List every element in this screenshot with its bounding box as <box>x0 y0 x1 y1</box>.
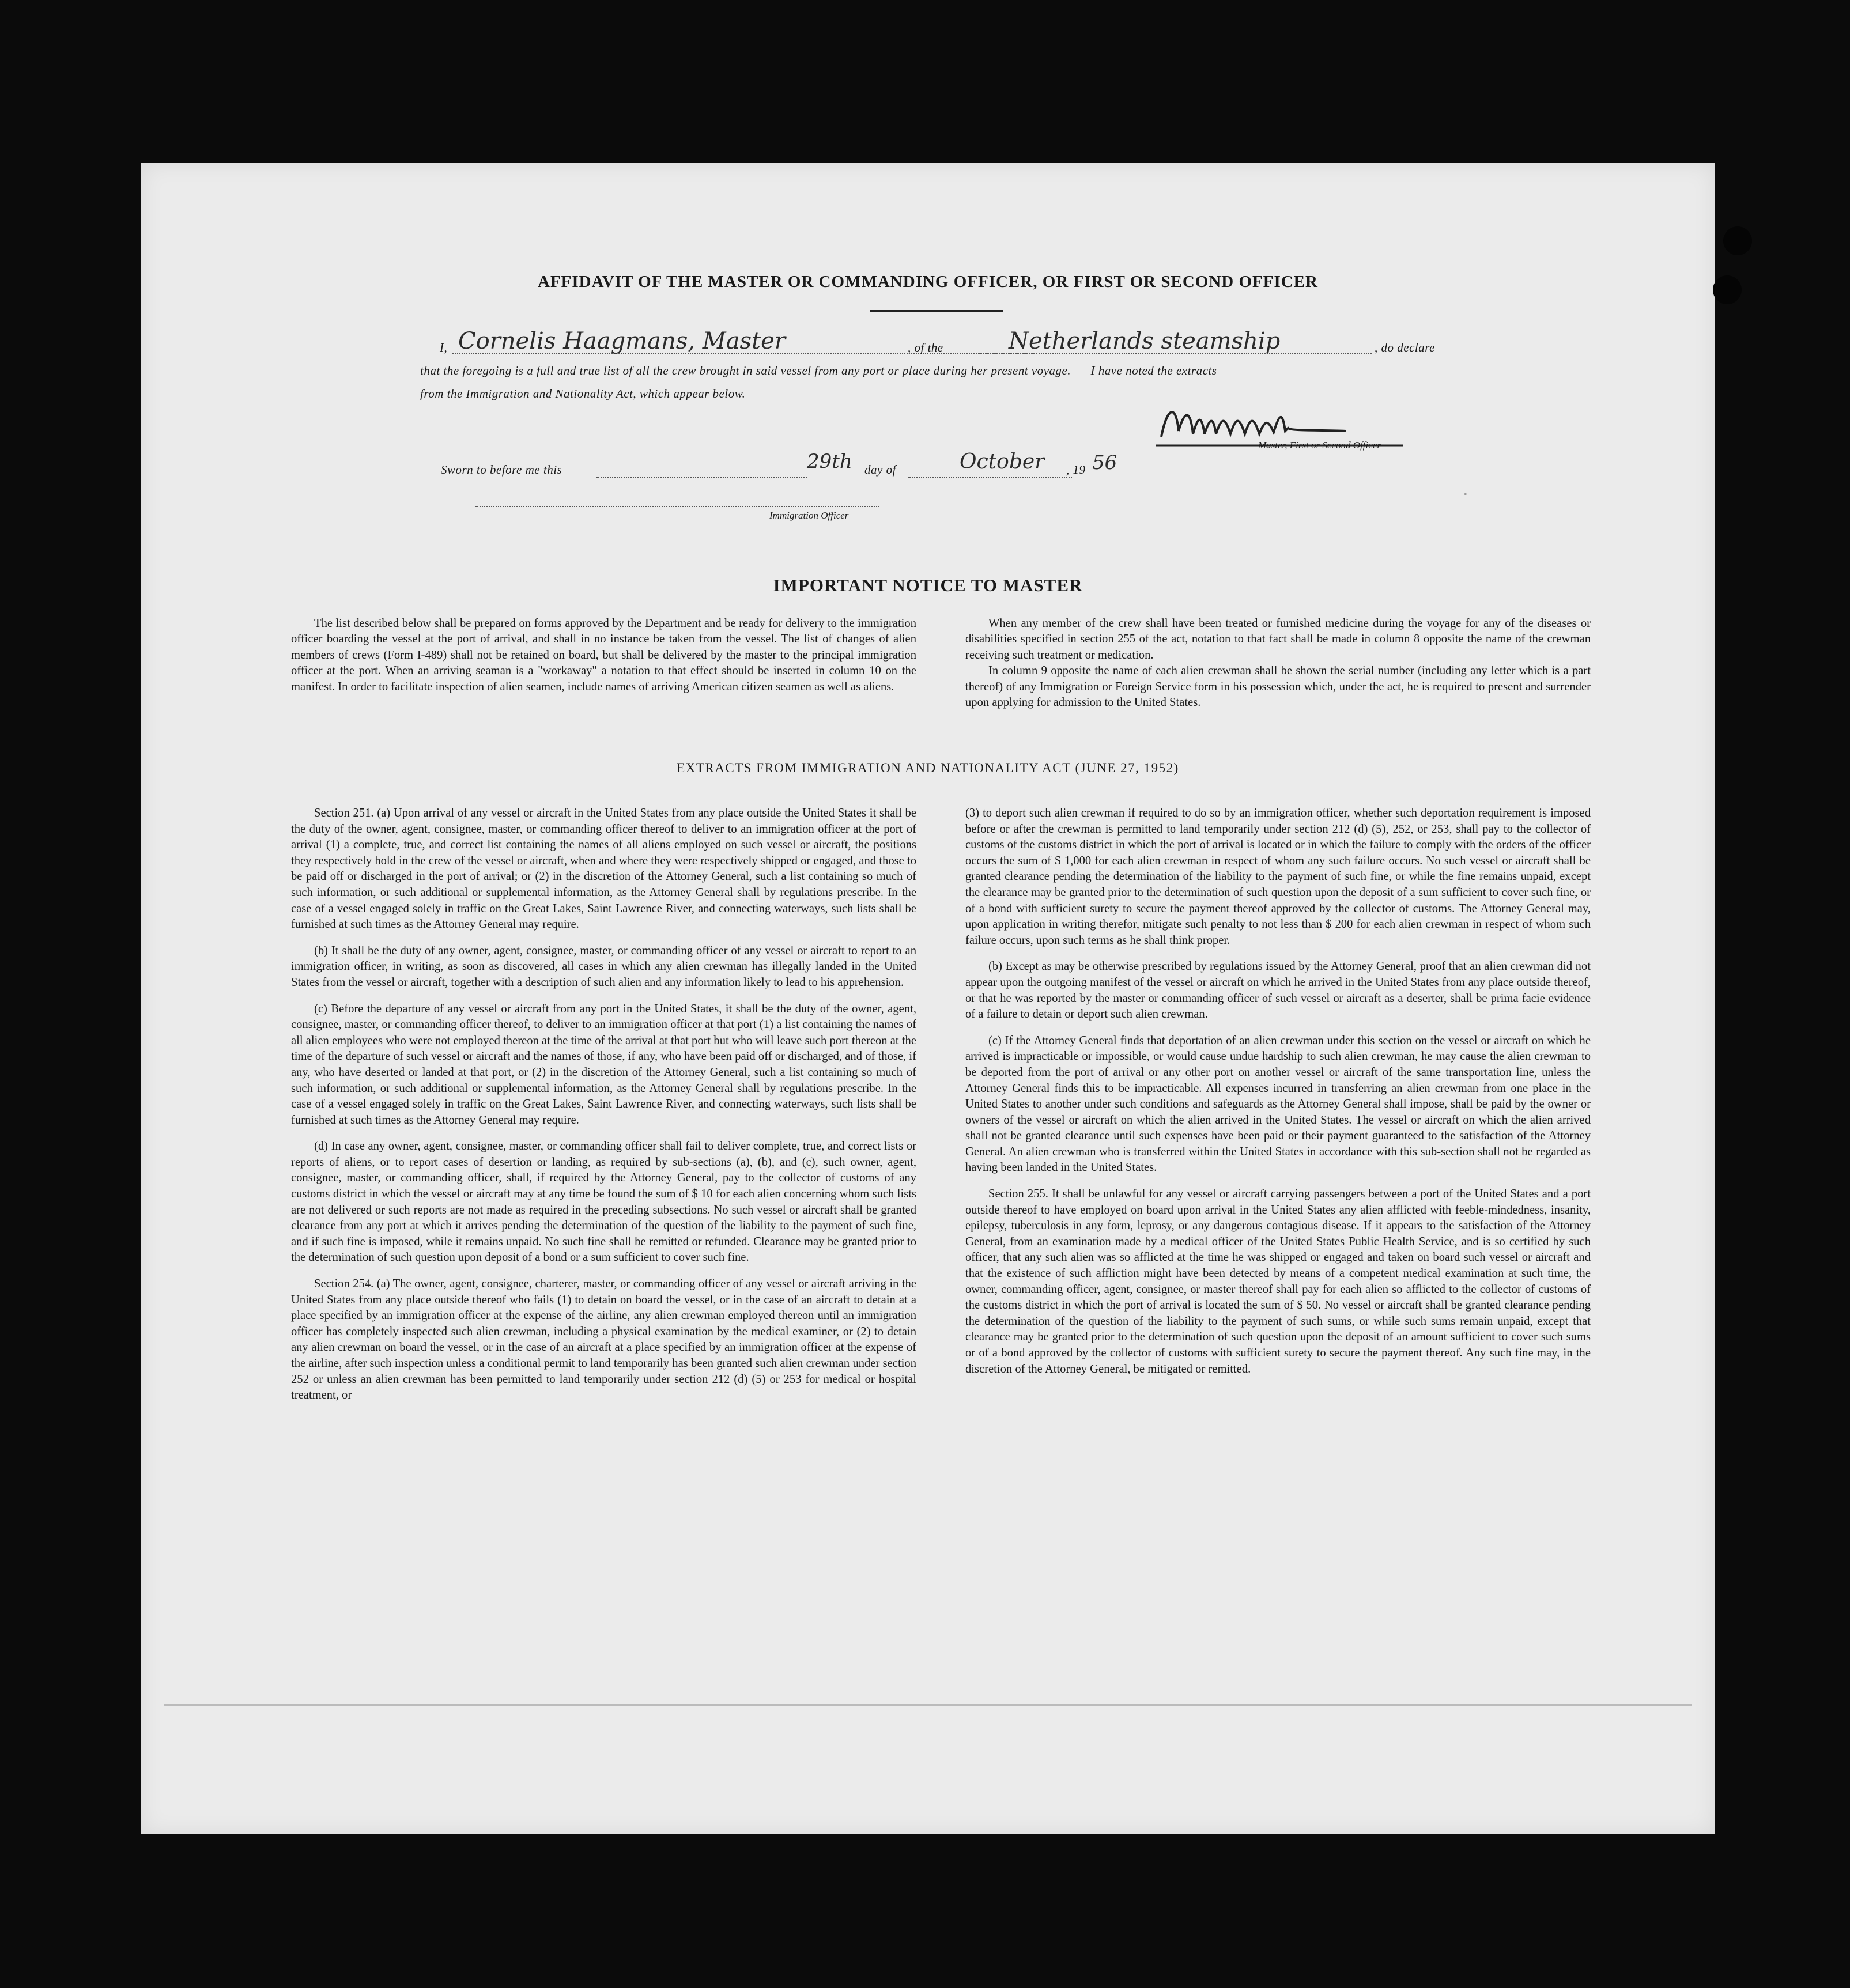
sworn-day-line <box>596 477 807 478</box>
sworn-year-handwritten: 56 <box>1092 451 1117 474</box>
affidavit-line1-suffix: , do declare <box>1375 341 1435 354</box>
section-254b: (b) Except as may be otherwise prescribed by regulations issued by the Attorney General, proof that an alien crewman did not appear upon the outgoing manifest of the vessel or aircraft on which he arrived in the United States from any place outside thereof, or that he was reported by the master or commanding officer of such vessel or aircraft as a deserter, shall be prima facie evidence of a failure to detain or deport such alien crewman. <box>965 960 1591 1021</box>
notice-right-text-2: In column 9 opposite the name of each alien crewman shall be shown the serial number (including any letter which is a part thereof) of any Immigration or Foreign Service form in his possession which, under the act, he is required to present and surrender upon applying for admission to the United States. <box>965 664 1591 709</box>
document-page <box>141 163 1715 1834</box>
section-251a: Section 251. (a) Upon arrival of any vessel or aircraft in the United States from any place outside the United States it shall be the duty of the owner, agent, consignee, master, or commanding officer thereof to deliver to an immigration officer at the port of arrival (1) a complete, true, and correct list containing the names of all aliens employed on such vessel or aircraft, the positions they respectively hold in the crew of the vessel or aircraft, when and where they were respectively shipped or engaged, and those to be paid off or discharged in the port of arrival; or (2) in the discretion of the Attorney General, such a list containing so much of such information, or such additional or supplemental information, as the Attorney General shall by regulations prescribe. In the case of a vessel engaged solely in traffic on the Great Lakes, Saint Lawrence River, and connecting waterways, such lists shall be furnished at such times as the Attorney General may require. <box>291 807 916 931</box>
sworn-month-handwritten: October <box>960 450 1045 474</box>
extracts-left-column <box>291 806 916 1414</box>
section-251d: (d) In case any owner, agent, consignee, master, or commanding officer shall fail to deliver complete, true, and correct lists or reports of aliens, or to report cases of desertion or landing, as required by sub-sections (a), (b), and (c), such owner, agent, consignee, master, or commanding officer, shall, if required by the Attorney General, pay to the collector of customs of any customs district in which the vessel or aircraft may at any time be found the sum of $ 10 for each alien concerning whom such lists are not delivered or such reports are not made as required in the preceding subsections. No such vessel or aircraft shall be granted clearance from any port at which it arrives pending the determination of the question of the liability to the payment of such fine, and if such fine is imposed, while it remains unpaid. No such fine shall be remitted or refunded. Clearance may be granted prior to the determination of such question upon deposit of a bond or a sum sufficient to cover such fine. <box>291 1140 916 1264</box>
punch-hole-bottom <box>1713 275 1742 304</box>
affidavit-line1-prefix: I, <box>440 341 448 354</box>
section-251b: (b) It shall be the duty of any owner, agent, consignee, master, or commanding officer of any vessel or aircraft to report to an immigration officer, in writing, as soon as discovered, all cases in which any alien crewman has illegally landed in the United States from the vessel or aircraft, together with a description of such alien and any information likely to lead to his apprehension. <box>291 944 916 989</box>
notice-right-column <box>965 616 1591 710</box>
section-254c: (c) If the Attorney General finds that deportation of an alien crewman under this section on the vessel or aircraft on which he arrived is impracticable or impossible, or would cause undue hardship to such alien crewman, he may cause the alien crewman to be deported from the port of arrival or any other port on another vessel or aircraft of the same transportation line, unless the Attorney General finds this to be impracticable. All expenses incurred in transferring an alien crewman from one place in the United States to another under such conditions and safeguards as the Attorney General shall impose, shall be paid by the owner or owners of the vessel or aircraft on which the alien arrived in the United States. The vessel or aircraft on which the alien arrived shall not be granted clearance until such expenses have been paid or their payment guaranteed to the satisfaction of the Attorney General. An alien crewman who is transferred within the United States in accordance with this sub-section shall not be regarded as having been landed in the United States. <box>965 1034 1591 1174</box>
sworn-prefix: Sworn to before me this <box>441 463 562 477</box>
notice-left-text: The list described below shall be prepared on forms approved by the Department and be ready for delivery to the immigration officer boarding the vessel at the port of arrival, and shall in no instance be taken from the vessel. The list of changes of alien members of crews (Form I-489) shall not be retained on board, but shall be delivered by the master to the principal immigration officer at the port. When an arriving seaman is a "workaway" a notation to that effect should be inserted in column 10 on the manifest. In order to facilitate inspection of alien seamen, include names of arriving American citizen seamen as well as aliens. <box>291 617 916 693</box>
punch-hole-top <box>1723 226 1752 255</box>
sworn-day-of: day of <box>864 463 896 477</box>
officer-signature-line <box>475 506 879 507</box>
notice-title: IMPORTANT NOTICE TO MASTER <box>773 575 1083 595</box>
section-254a: Section 254. (a) The owner, agent, consignee, charterer, master, or commanding officer of any vessel or aircraft arriving in the United States from any place outside thereof who fails (1) to detain on board the vessel, or in the case of an aircraft to detain at a place specified by an immigration officer at the expense of the airline, any alien crewman employed thereon until an immigration officer has completely inspected such alien crewman, including a physical examination by the medical examiner, or (2) to detain any alien crewman on board the vessel, or in the case of an aircraft at a place specified by an immigration officer at the expense of the airline, after such inspection unless a conditional permit to land temporarily has been granted such alien crewman under section 252 or unless an alien crewman has been permitted to land temporarily under section 212 (d) (5) or 253 for medical or hospital treatment, or <box>291 1278 916 1402</box>
affidavit-line2: that the foregoing is a full and true list of all the crew brought in said vessel from any port or place during her present voyage. I have noted the extracts <box>420 364 1217 377</box>
extracts-right-column <box>965 806 1591 1388</box>
master-name-handwritten: Cornelis Haagmans, Master <box>458 328 786 354</box>
notice-left-paragraph <box>291 616 916 695</box>
notice-right-text-1: When any member of the crew shall have been treated or furnished medicine during the voyage for any of the diseases or disabilities specified in section 255 of the act, notation to that fact shall be made in column 8 opposite the name of the crewman receiving such treatment or medication. <box>965 617 1591 662</box>
vessel-handwritten: Netherlands steamship <box>1009 328 1281 354</box>
section-254a-continued: (3) to deport such alien crewman if required to do so by an immigration officer, whether such deportation requirement is imposed before or after the crewman is permitted to land temporarily under section 212 (d) (5), 252, or 253, shall pay to the collector of customs of the customs district in which the port of arrival is located or in which the failure to comply with the orders of the officer occurs the sum of $ 1,000 for each alien crewman in respect of whom any such failure occurs. No such vessel or aircraft shall be granted clearance pending the determination of the liability to the payment of such fine, or while the fine remains unpaid, except the clearance may be granted prior to the determination of such question upon the deposit of a sum sufficient to cover such fine, or of a bond with sufficient surety to secure the payment thereof approved by the collector of customs. The Attorney General may, upon application in writing therefor, mitigate such penalty to not less than $ 200 for each alien crewman in respect of whom such failure occurs, upon such terms as he shall think proper. <box>965 807 1591 947</box>
sworn-day-handwritten: 29th <box>807 450 852 473</box>
page-bottom-rule <box>164 1704 1692 1706</box>
title-divider <box>870 310 1003 312</box>
section-255: Section 255. It shall be unlawful for any vessel or aircraft carrying passengers between a port of the United States and a port outside thereof to have employed on board upon arrival in the United States any alien afflicted with feeble-mindedness, insanity, epilepsy, tuberculosis in any form, leprosy, or any dangerous contagious disease. If it appears to the satisfaction of the Attorney General, from an examination made by a medical officer of the United States Public Health Service, and is so certified by such officer, that any such alien was so afflicted at the time he was shipped or engaged and taken on board such vessel or aircraft and that the existence of such affliction might have been detected by means of a competent medical examination at such time, the owner, commanding officer, agent, consignee, or master thereof shall pay for each alien so afflicted to the collector of customs of the customs district in which the port of arrival is located the sum of $ 50. No vessel or aircraft shall be granted clearance pending the determination of the question of the liability to the payment of such sums, or while such sums remain unpaid, except that clearance may be granted prior to the determination of such question upon the deposit of an amount sufficient to cover such sums or of a bond approved by the collector of customs with sufficient surety to secure the payment thereof. Any such fine may, in the discretion of the Attorney General, be mitigated or remitted. <box>965 1188 1591 1375</box>
affidavit-title: AFFIDAVIT OF THE MASTER OR COMMANDING OFFICER, OR FIRST OR SECOND OFFICER <box>538 273 1318 291</box>
bleed-through-mark: · <box>1461 486 1470 503</box>
section-251c: (c) Before the departure of any vessel or aircraft from any port in the United States, it shall be the duty of the owner, agent, consignee, master, or commanding officer thereof, to deliver to an immigration officer at that port (1) a list containing the names of all alien employees who were not employed thereon at the time of the arrival at that port but who will leave such port thereon at the time of the departure of such vessel or aircraft and the names of those, if any, who have been paid off or discharged, and of those, if any, who have deserted or landed at that port, or (2) in the discretion of the Attorney General, such a list containing so much of such information, or such additional or supplemental information, as the Attorney General shall by regulations prescribe. In the case of a vessel engaged solely in traffic on the Great Lakes, Saint Lawrence River, and connecting waterways, such lists shall be furnished at such times as the Attorney General may require. <box>291 1002 916 1127</box>
affidavit-line3: from the Immigration and Nationality Act, which appear below. <box>420 387 746 400</box>
sworn-year-prefix: , 19 <box>1066 463 1086 477</box>
sworn-month-line <box>908 477 1072 478</box>
officer-caption: Immigration Officer <box>769 510 849 521</box>
signature-caption: Master, First or Second Officer <box>1258 440 1381 451</box>
extracts-title: EXTRACTS FROM IMMIGRATION AND NATIONALITY ACT (JUNE 27, 1952) <box>677 761 1179 775</box>
affidavit-line1-of: , of the <box>908 341 943 354</box>
